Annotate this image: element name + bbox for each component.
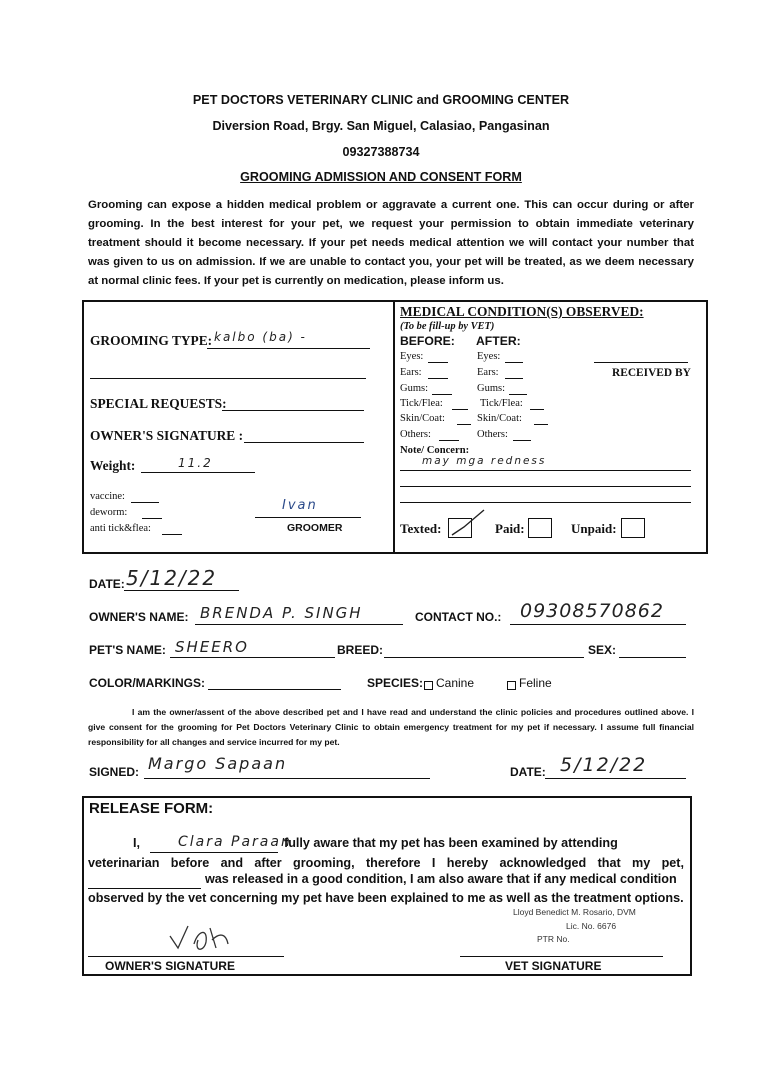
unpaid-checkbox[interactable] bbox=[621, 518, 645, 538]
contact-label: CONTACT NO.: bbox=[415, 610, 502, 624]
after-eyes-line[interactable] bbox=[505, 362, 523, 363]
release-line-4: observed by the vet concerning my pet have been explained to me as well as the treatment options. bbox=[88, 891, 684, 905]
antitick-label: anti tick&flea: bbox=[90, 523, 151, 534]
note-value[interactable]: may mga redness bbox=[422, 455, 547, 467]
release-line-2: veterinarian before and after grooming, therefore I hereby acknowledged that my pet, bbox=[88, 856, 684, 870]
deworm-line[interactable] bbox=[142, 518, 162, 519]
owner-signature-label: OWNER'S SIGNATURE : bbox=[90, 428, 244, 443]
grooming-type-value[interactable]: kalbo (ba) - bbox=[214, 330, 307, 344]
note-line-1 bbox=[400, 470, 691, 471]
owner-signature-scribble bbox=[164, 918, 244, 958]
vaccine-line[interactable] bbox=[131, 502, 159, 503]
before-others-line[interactable] bbox=[439, 440, 459, 441]
weight-label: Weight: bbox=[90, 458, 136, 473]
before-item: Skin/Coat: bbox=[400, 413, 445, 424]
note-line-3 bbox=[400, 502, 691, 503]
clinic-address: Diversion Road, Brgy. San Miguel, Calasiao, Pangasinan bbox=[212, 119, 550, 133]
intro-paragraph: Grooming can expose a hidden medical problem or aggravate a current one. This can occur during or after grooming. In the best interest for your pet, we request your permission to obtain immediate veterinary treatment should it become necessary. If your pet needs medical attention we will contact your number that was given to us on admission. If we are unable to contact you, your pet will be treated, as we deem necessary at normal clinic fees. If your pet is currently on medication, please inform us. bbox=[88, 199, 694, 287]
canine-label: Canine bbox=[436, 676, 475, 690]
release-title: RELEASE FORM: bbox=[89, 800, 214, 817]
after-item: Tick/Flea: bbox=[480, 398, 523, 409]
special-requests-label: SPECIAL REQUESTS: bbox=[90, 396, 227, 411]
contact-value[interactable]: 09308570862 bbox=[520, 600, 664, 622]
feline-label: Feline bbox=[519, 676, 552, 690]
after-tick-line[interactable] bbox=[530, 409, 544, 410]
owner-signature-line[interactable] bbox=[244, 442, 364, 443]
color-markings-line[interactable] bbox=[208, 689, 341, 690]
before-eyes-line[interactable] bbox=[428, 362, 448, 363]
unpaid-label: Unpaid: bbox=[571, 521, 617, 536]
antitick-line[interactable] bbox=[162, 534, 182, 535]
before-item: Others: bbox=[400, 429, 431, 440]
grooming-type-label: GROOMING TYPE: bbox=[90, 333, 213, 348]
after-item: Gums: bbox=[477, 383, 506, 394]
pet-name-label: PET'S NAME: bbox=[89, 643, 166, 657]
sex-label: SEX: bbox=[588, 643, 617, 657]
after-label: AFTER: bbox=[476, 334, 521, 348]
after-skin-line[interactable] bbox=[534, 424, 548, 425]
vet-stamp-name: Lloyd Benedict M. Rosario, DVM bbox=[513, 907, 636, 917]
weight-value[interactable]: 11.2 bbox=[178, 456, 213, 470]
signed-value[interactable]: Margo Sapaan bbox=[148, 754, 288, 773]
after-others-line[interactable] bbox=[513, 440, 531, 441]
form-title: GROOMING ADMISSION AND CONSENT FORM bbox=[240, 170, 522, 184]
groomer-line bbox=[255, 517, 361, 518]
pet-name-line bbox=[170, 657, 335, 658]
received-by-line[interactable] bbox=[594, 362, 688, 363]
feline-checkbox[interactable] bbox=[507, 681, 516, 690]
signed-line bbox=[144, 778, 430, 779]
species-label: SPECIES: bbox=[367, 676, 424, 690]
after-gums-line[interactable] bbox=[509, 394, 527, 395]
vet-stamp-license: Lic. No. 6676 bbox=[566, 921, 617, 931]
groomer-label: GROOMER bbox=[287, 522, 343, 534]
vet-signature-line[interactable] bbox=[460, 956, 663, 957]
medical-title: MEDICAL CONDITION(S) OBSERVED: bbox=[400, 304, 644, 319]
box-divider bbox=[393, 302, 395, 552]
breed-label: BREED: bbox=[337, 643, 384, 657]
before-item: Ears: bbox=[400, 367, 422, 378]
after-item: Ears: bbox=[477, 367, 499, 378]
date-label: DATE: bbox=[89, 577, 125, 591]
pet-name-value[interactable]: SHEERO bbox=[175, 638, 249, 656]
clinic-phone: 09327388734 bbox=[342, 145, 420, 159]
medical-subtitle: (To be fill-up by VET) bbox=[400, 321, 495, 332]
after-item: Others: bbox=[477, 429, 508, 440]
after-item: Skin/Coat: bbox=[477, 413, 522, 424]
release-i-label: I, bbox=[133, 836, 140, 850]
owner-name-label: OWNER'S NAME: bbox=[89, 610, 189, 624]
signed-label: SIGNED: bbox=[89, 765, 140, 779]
weight-line bbox=[141, 472, 255, 473]
before-ears-line[interactable] bbox=[428, 378, 448, 379]
signature-date-line bbox=[545, 778, 686, 779]
grooming-type-line bbox=[207, 348, 370, 349]
clinic-name: PET DOCTORS VETERINARY CLINIC and GROOMING CENTER bbox=[192, 93, 570, 107]
before-item: Gums: bbox=[400, 383, 429, 394]
date-line bbox=[124, 590, 239, 591]
owner-name-value[interactable]: BRENDA P. SINGH bbox=[200, 604, 363, 622]
before-label: BEFORE: bbox=[400, 334, 455, 348]
paid-checkbox[interactable] bbox=[528, 518, 552, 538]
color-markings-label: COLOR/MARKINGS: bbox=[89, 676, 205, 690]
paid-label: Paid: bbox=[495, 521, 525, 536]
texted-check-mark bbox=[448, 508, 488, 538]
vet-signature-label: VET SIGNATURE bbox=[505, 959, 602, 973]
release-name-value[interactable]: Clara Paraan bbox=[178, 834, 292, 850]
owner-signature-label-release: OWNER'S SIGNATURE bbox=[105, 959, 235, 973]
consent-paragraph: I am the owner/assent of the above described pet and I have read and understand the clinic policies and procedures outlined above. I give consent for the grooming for Pet Doctors Veterinary Clinic to obtain emergency treatment for my pet if necessary. I assume full financial responsibility for all changes and service incurred for my pet. bbox=[88, 707, 694, 747]
groomer-name-value[interactable]: Ivan bbox=[282, 498, 318, 513]
breed-line[interactable] bbox=[384, 657, 584, 658]
date-value[interactable]: 5/12/22 bbox=[126, 566, 218, 590]
release-line-1: fully aware that my pet has been examined by attending bbox=[284, 836, 618, 850]
before-gums-line[interactable] bbox=[432, 394, 452, 395]
canine-checkbox[interactable] bbox=[424, 681, 433, 690]
release-name-line bbox=[150, 852, 278, 853]
signature-date-value[interactable]: 5/12/22 bbox=[560, 754, 648, 776]
contact-line bbox=[510, 624, 686, 625]
deworm-label: deworm: bbox=[90, 507, 128, 518]
sex-line[interactable] bbox=[619, 657, 686, 658]
note-label: Note/ Concern: bbox=[400, 445, 470, 456]
after-ears-line[interactable] bbox=[505, 378, 523, 379]
vaccine-label: vaccine: bbox=[90, 491, 125, 502]
release-line-3: was released in a good condition, I am also aware that if any medical condition bbox=[205, 872, 677, 886]
vet-stamp-ptr: PTR No. bbox=[537, 934, 570, 944]
before-item: Tick/Flea: bbox=[400, 398, 443, 409]
special-requests-line[interactable] bbox=[222, 410, 364, 411]
signature-date-label: DATE: bbox=[510, 765, 546, 779]
before-tick-line[interactable] bbox=[452, 409, 468, 410]
note-line-2 bbox=[400, 486, 691, 487]
received-by-label: RECEIVED BY bbox=[612, 367, 691, 379]
after-item: Eyes: bbox=[477, 351, 501, 362]
before-skin-line[interactable] bbox=[457, 424, 471, 425]
owner-name-line bbox=[195, 624, 403, 625]
texted-label: Texted: bbox=[400, 521, 442, 536]
grooming-type-line-2 bbox=[90, 378, 366, 379]
owner-signature-line-release[interactable] bbox=[88, 956, 284, 957]
before-item: Eyes: bbox=[400, 351, 424, 362]
